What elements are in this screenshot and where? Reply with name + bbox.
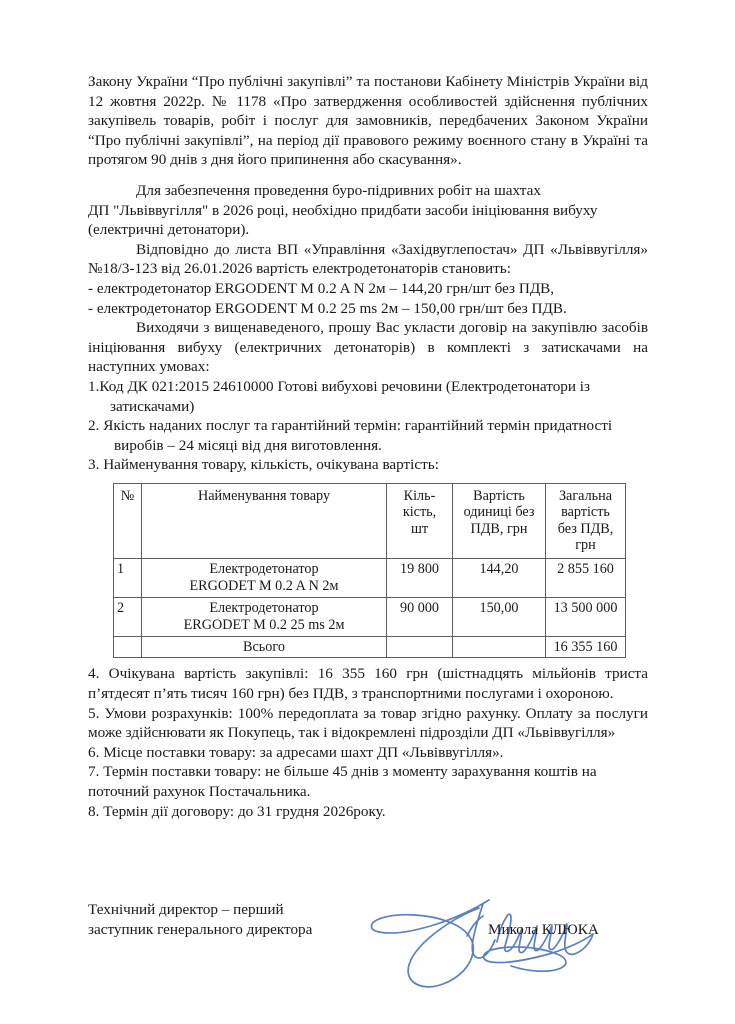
- goods-table: [113, 483, 626, 659]
- header-unit-price-line3: ПДВ, грн: [470, 520, 528, 537]
- header-quantity-line1: Кіль-: [403, 487, 436, 504]
- header-unit-price: [453, 483, 546, 558]
- cell-name: [142, 558, 387, 597]
- goods-table-wrapper: [113, 483, 648, 659]
- footer-quantity: [387, 636, 453, 658]
- footer-number: [114, 636, 142, 658]
- list-item-5-payment-terms: 5. Умови розрахунків: 100% передоплата за товар згідно рахунку. Оплату за послуги може здійснювати як Покупець, так і відокремлені підрозділи ДП «Львіввугілля»: [88, 704, 648, 742]
- paragraph-letter-reference: Відповідно до листа ВП «Управління «Західвуглепостач» ДП «Львіввугілля» №18/3-123 від 26.01.2026 вартість електродетонаторів становить:: [88, 240, 648, 278]
- document-body: [88, 72, 648, 821]
- table-row: [114, 597, 626, 636]
- goods-table-head: [114, 483, 626, 558]
- signature-title-line1: Технічний директор – перший: [88, 901, 284, 918]
- cell-name-line2: ERGODET M 0.2 25 ms 2м: [183, 616, 345, 633]
- list-item-1-code: 1.Код ДК 021:2015 24610000 Готові вибухові речовини (Електродетонатори із затискачами): [88, 377, 591, 415]
- header-quantity-line3: шт: [410, 520, 429, 537]
- list-item-3-goods: 3. Найменування товару, кількість, очікувана вартість:: [88, 456, 439, 474]
- cell-number: 1: [114, 558, 142, 597]
- cell-total: 2 855 160: [546, 558, 626, 597]
- footer-unit-price: [453, 636, 546, 658]
- list-item-2-quality: 2. Якість наданих послуг та гарантійний термін: гарантійний термін придатності виробів – 24 місяці від дня виготовлення.: [88, 417, 613, 454]
- header-quantity: [387, 483, 453, 558]
- header-unit-price-line2: одиниці без: [463, 504, 535, 521]
- cell-unit-price: 144,20: [453, 558, 546, 597]
- spacer: [88, 170, 648, 181]
- table-header-row: [114, 483, 626, 558]
- list-item-8-contract-term: 8. Термін дії договору: до 31 грудня 2026року.: [88, 802, 386, 820]
- list-item-6-delivery-place: 6. Місце поставки товару: за адресами шахт ДП «Львіввугілля».: [88, 743, 504, 761]
- list-item-4-expected-cost: 4. Очікувана вартість закупівлі: 16 355 160 грн (шістнадцять мільйонів триста п’ятдесят п’ять тисяч 160 грн) без ПДВ, з транспортними послугами і охороною.: [88, 665, 648, 702]
- paragraph-purpose-line2: ДП "Львіввугілля" в 2026 році, необхідно придбати засоби ініціювання вибуху (електричні детонатори).: [88, 201, 598, 239]
- cell-name: [142, 597, 387, 636]
- table-footer-row: [114, 636, 626, 658]
- paragraph-law-reference: Закону України “Про публічні закупівлі” та постанови Кабінету Міністрів України від 12 жовтня 2022р. № 1178 «Про затвердження особливостей здійснення публічних закупівель товарів, робіт і послуг для замовників, передбачених Законом України “Про публічні закупівлі”, на період дії правового режиму воєнного стану в Україні та протягом 90 днів з дня його припинення або скасування».: [88, 73, 648, 169]
- signature-block: [88, 900, 648, 939]
- signatory-name: Микола КЛЮКА: [488, 921, 599, 938]
- cell-quantity: 90 000: [387, 597, 453, 636]
- header-name: Найменування товару: [142, 483, 387, 558]
- header-quantity-line2: кість,: [402, 504, 437, 521]
- header-total-price-line2: вартість: [561, 504, 610, 521]
- header-total-price: [546, 483, 626, 558]
- list-item-7-delivery-term: 7. Термін поставки товару: не більше 45 днів з моменту зарахування коштів на поточний рахунок Постачальника.: [88, 763, 597, 800]
- goods-table-body: [114, 558, 626, 658]
- header-unit-price-line1: Вартість: [473, 487, 525, 504]
- cell-name-line1: Електродетонатор: [209, 560, 319, 577]
- paragraph-purpose-line1: Для забезпечення проведення буро-підривних робіт на шахтах: [136, 181, 541, 199]
- cell-number: 2: [114, 597, 142, 636]
- header-number: №: [114, 483, 142, 558]
- cell-total: 13 500 000: [546, 597, 626, 636]
- price-line-detonator-a: - електродетонатор ERGODENT M 0.2 A N 2м – 144,20 грн/шт без ПДВ,: [88, 279, 555, 297]
- signature-title-line2: заступник генерального директора: [88, 920, 313, 938]
- cell-unit-price: 150,00: [453, 597, 546, 636]
- footer-label: Всього: [142, 636, 387, 658]
- table-row: [114, 558, 626, 597]
- header-total-price-line4: грн: [575, 537, 596, 554]
- footer-total: 16 355 160: [546, 636, 626, 658]
- paragraph-request: Виходячи з вищенаведеного, прошу Вас укласти договір на закупівлю засобів ініціювання вибуху (електричних детонаторів) в комплекті з затискачами на наступних умовах:: [88, 319, 648, 376]
- cell-quantity: 19 800: [387, 558, 453, 597]
- header-total-price-line3: без ПДВ,: [557, 520, 614, 537]
- cell-name-line2: ERGODET M 0.2 A N 2м: [189, 577, 339, 594]
- cell-name-line1: Електродетонатор: [209, 599, 319, 616]
- header-total-price-line1: Загальна: [558, 487, 613, 504]
- price-line-detonator-b: - електродетонатор ERGODENT M 0.2 25 ms 2м – 150,00 грн/шт без ПДВ.: [88, 299, 567, 317]
